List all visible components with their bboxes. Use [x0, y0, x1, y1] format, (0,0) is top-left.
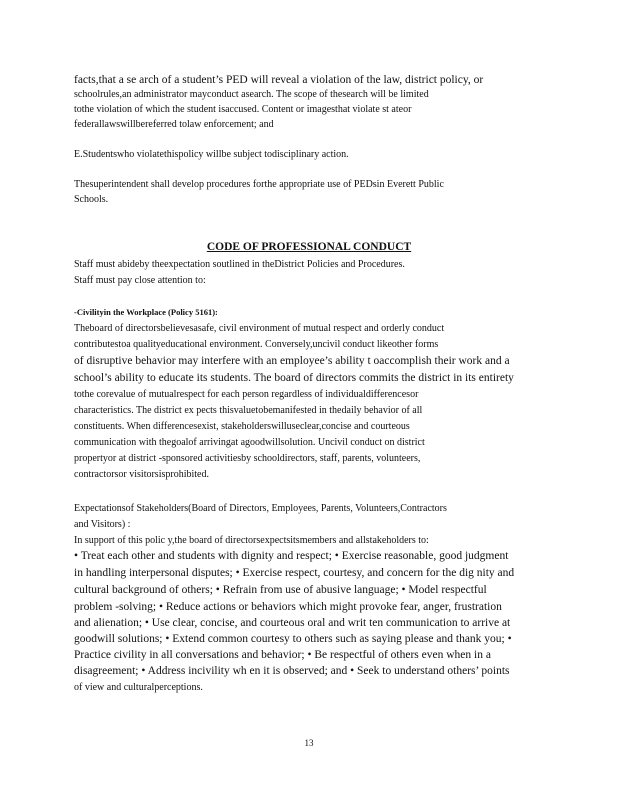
expectations-paragraph-line: In support of this polic y,the board of directorsexpectsitsmembers and allstakeholders to:: [74, 535, 429, 546]
expectations-title-line: Expectationsof Stakeholders(Board of Directors, Employees, Parents, Volunteers,Contractors: [74, 503, 447, 514]
expectations-paragraph-line: disagreement; • Address incivility wh en it is observed; and • Seek to understand others’ points: [74, 665, 510, 677]
expectations-paragraph-line: in handling interpersonal disputes; • Exercise respect, courtesy, and concern for the dig nity and: [74, 567, 515, 579]
civility-paragraph-line: propertyor at district -sponsored activitiesby schooldirectors, staff, parents, volunteers,: [74, 453, 421, 464]
expectations-paragraph-line: goodwill solutions; • Extend common courtesy to others such as saying please and thank you; •: [74, 633, 512, 645]
search-paragraph-line: tothe violation of which the student isaccused. Content or imagesthat violate st ateor: [74, 104, 412, 115]
search-paragraph-line: schoolrules,an administrator mayconduct asearch. The scope of thesearch will be limited: [74, 89, 429, 100]
civility-paragraph-line: communication with thegoalof arrivingat agoodwillsolution. Uncivil conduct on district: [74, 437, 425, 448]
civility-paragraph-line: tothe corevalue of mutualrespect for each person regardless of individualdifferencesor: [74, 389, 419, 400]
staff-paragraph-line: Staff must abideby theexpectation soutlined in theDistrict Policies and Procedures.: [74, 259, 405, 270]
expectations-paragraph-line: Practice civility in all conversations and behavior; • Be respectful of others even when in a: [74, 649, 491, 661]
expectations-paragraph-line: cultural background of others; • Refrain from use of abusive language; • Model respectful: [74, 584, 487, 596]
civility-paragraph-line: constituents. When differencesexist, stakeholderswilluseclear,concise and courteous: [74, 421, 410, 432]
search-paragraph-line: federallawswillbereferred tolaw enforcement; and: [74, 119, 274, 130]
expectations-title-line: and Visitors) :: [74, 519, 131, 530]
search-paragraph-line: facts,that a se arch of a student’s PED will reveal a violation of the law, district policy, or: [74, 74, 484, 86]
expectations-paragraph-line: and alienation; • Use clear, concise, and courteous oral and writ ten communication to arrive at: [74, 617, 511, 629]
expectations-paragraph-line: of view and culturalperceptions.: [74, 682, 203, 693]
civility-paragraph-line: school’s ability to educate its students. The board of directors commits the district in its entirety: [74, 372, 514, 384]
civility-paragraph-line: contributestoa qualityeducational environment. Conversely,uncivil conduct likeother forms: [74, 339, 439, 350]
staff-paragraph-line: Staff must pay close attention to:: [74, 275, 206, 286]
discipline-paragraph: E.Studentswho violatethispolicy willbe subject todisciplinary action.: [74, 149, 349, 160]
section-heading: CODE OF PROFESSIONAL CONDUCT: [206, 241, 412, 253]
expectations-paragraph-line: problem -solving; • Reduce actions or behaviors which might provoke fear, anger, frustration: [74, 601, 502, 613]
civility-paragraph-line: Theboard of directorsbelievesasafe, civil environment of mutual respect and orderly conduct: [74, 323, 445, 334]
civility-paragraph-line: of disruptive behavior may interfere with an employee’s ability t oaccomplish their work and a: [74, 355, 510, 367]
superintendent-paragraph-line: Schools.: [74, 194, 109, 205]
page-number: 13: [304, 738, 314, 748]
civility-subheading: -Civilityin the Workplace (Policy 5161):: [74, 307, 218, 317]
civility-paragraph-line: contractorsor visitorsisprohibited.: [74, 469, 209, 480]
expectations-paragraph-line: • Treat each other and students with dignity and respect; • Exercise reasonable, good judgment: [74, 550, 509, 562]
superintendent-paragraph-line: Thesuperintendent shall develop procedures forthe appropriate use of PEDsin Everett Public: [74, 179, 444, 190]
civility-paragraph-line: characteristics. The district ex pects thisvaluetobemanifested in thedaily behavior of all: [74, 405, 423, 416]
